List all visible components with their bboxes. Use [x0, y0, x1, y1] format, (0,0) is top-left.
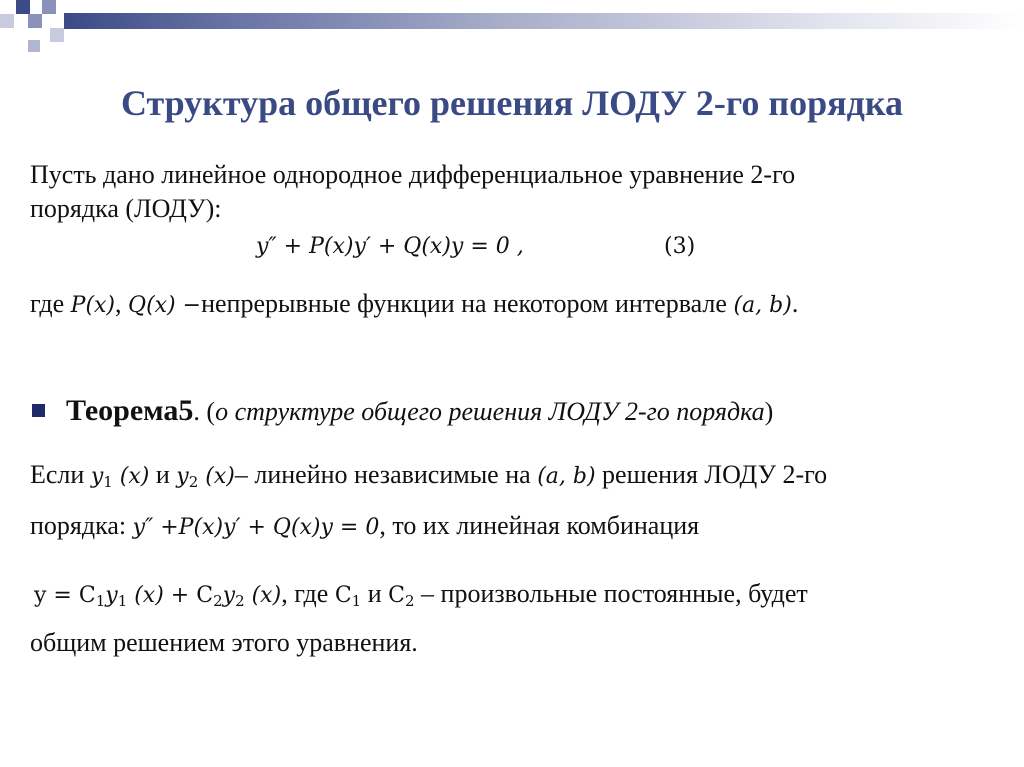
statement-line-4: общим решением этого уравнения.: [30, 628, 418, 657]
ode-equation: y″ +P(x)y′ + Q(x)y = 0: [132, 515, 380, 540]
order-label: порядка:: [30, 511, 133, 540]
theorem-close: ): [764, 397, 774, 426]
header-gradient-band: [64, 13, 1024, 29]
c1-symbol: $C_1$: [78, 583, 106, 610]
where-text-2: , где: [281, 579, 335, 608]
y2-symbol: $y_2$ (x): [176, 464, 235, 491]
main-equation: y″ + P(x)y′ + Q(x)y = 0 ,: [256, 234, 524, 259]
y-lhs: y =: [34, 583, 79, 608]
y1-term: $y_1$ (x): [105, 583, 164, 610]
where-comma: ,: [115, 289, 129, 318]
c2-symbol: $C_2$: [196, 583, 223, 610]
where-text: непрерывные функции на некотором интервале: [201, 289, 734, 318]
slide-title: Структура общего решения ЛОДУ 2-го порядка: [120, 83, 904, 123]
plus-sign: +: [163, 583, 197, 608]
deco-square: [28, 40, 40, 52]
theorem-line: [66, 396, 773, 426]
p-function: P(x): [70, 293, 116, 318]
deco-square: [28, 14, 42, 28]
statement-and: и: [149, 460, 177, 489]
combination-text: , то их линейная комбинация: [379, 511, 700, 540]
y1-symbol: $y_1$ (x): [90, 464, 150, 491]
theorem-dot: . (: [193, 397, 216, 426]
theorem-title: Теорема5: [66, 394, 194, 427]
deco-square: [0, 14, 14, 28]
deco-square: [42, 0, 56, 14]
where-dash: −: [175, 293, 202, 318]
statement-line-3: [34, 581, 808, 609]
deco-square: [16, 0, 30, 14]
equation-number: (3): [664, 234, 696, 259]
statement-interval: (a, b): [537, 464, 596, 489]
q-function: Q(x): [128, 293, 176, 318]
bullet-square: [32, 404, 45, 417]
intro-line-2: порядка (ЛОДУ):: [30, 194, 222, 223]
c1-constant: $C_1$: [334, 583, 362, 610]
deco-square: [50, 28, 64, 42]
intro-line-1: Пусть дано линейное однородное дифференциальное уравнение 2-го: [30, 160, 796, 189]
and-text-2: и: [361, 579, 389, 608]
where-line: [30, 291, 798, 317]
y2-term: $y_2$ (x): [222, 583, 282, 610]
interval: (a, b): [733, 293, 792, 318]
header-decoration: [0, 0, 1024, 60]
constants-text: – произвольные постоянные, будет: [414, 579, 808, 608]
statement-dash-text: – линейно независимые на: [234, 460, 538, 489]
where-prefix: где: [30, 289, 71, 318]
statement-line-2: [30, 513, 699, 539]
where-end: .: [791, 289, 799, 318]
statement-if: Если: [30, 460, 91, 489]
statement-line-1: [30, 462, 827, 490]
c2-constant: $C_2$: [388, 583, 415, 610]
theorem-subtitle: о структуре общего решения ЛОДУ 2-го порядка: [215, 397, 765, 426]
statement-solutions: решения ЛОДУ 2-го: [595, 460, 828, 489]
